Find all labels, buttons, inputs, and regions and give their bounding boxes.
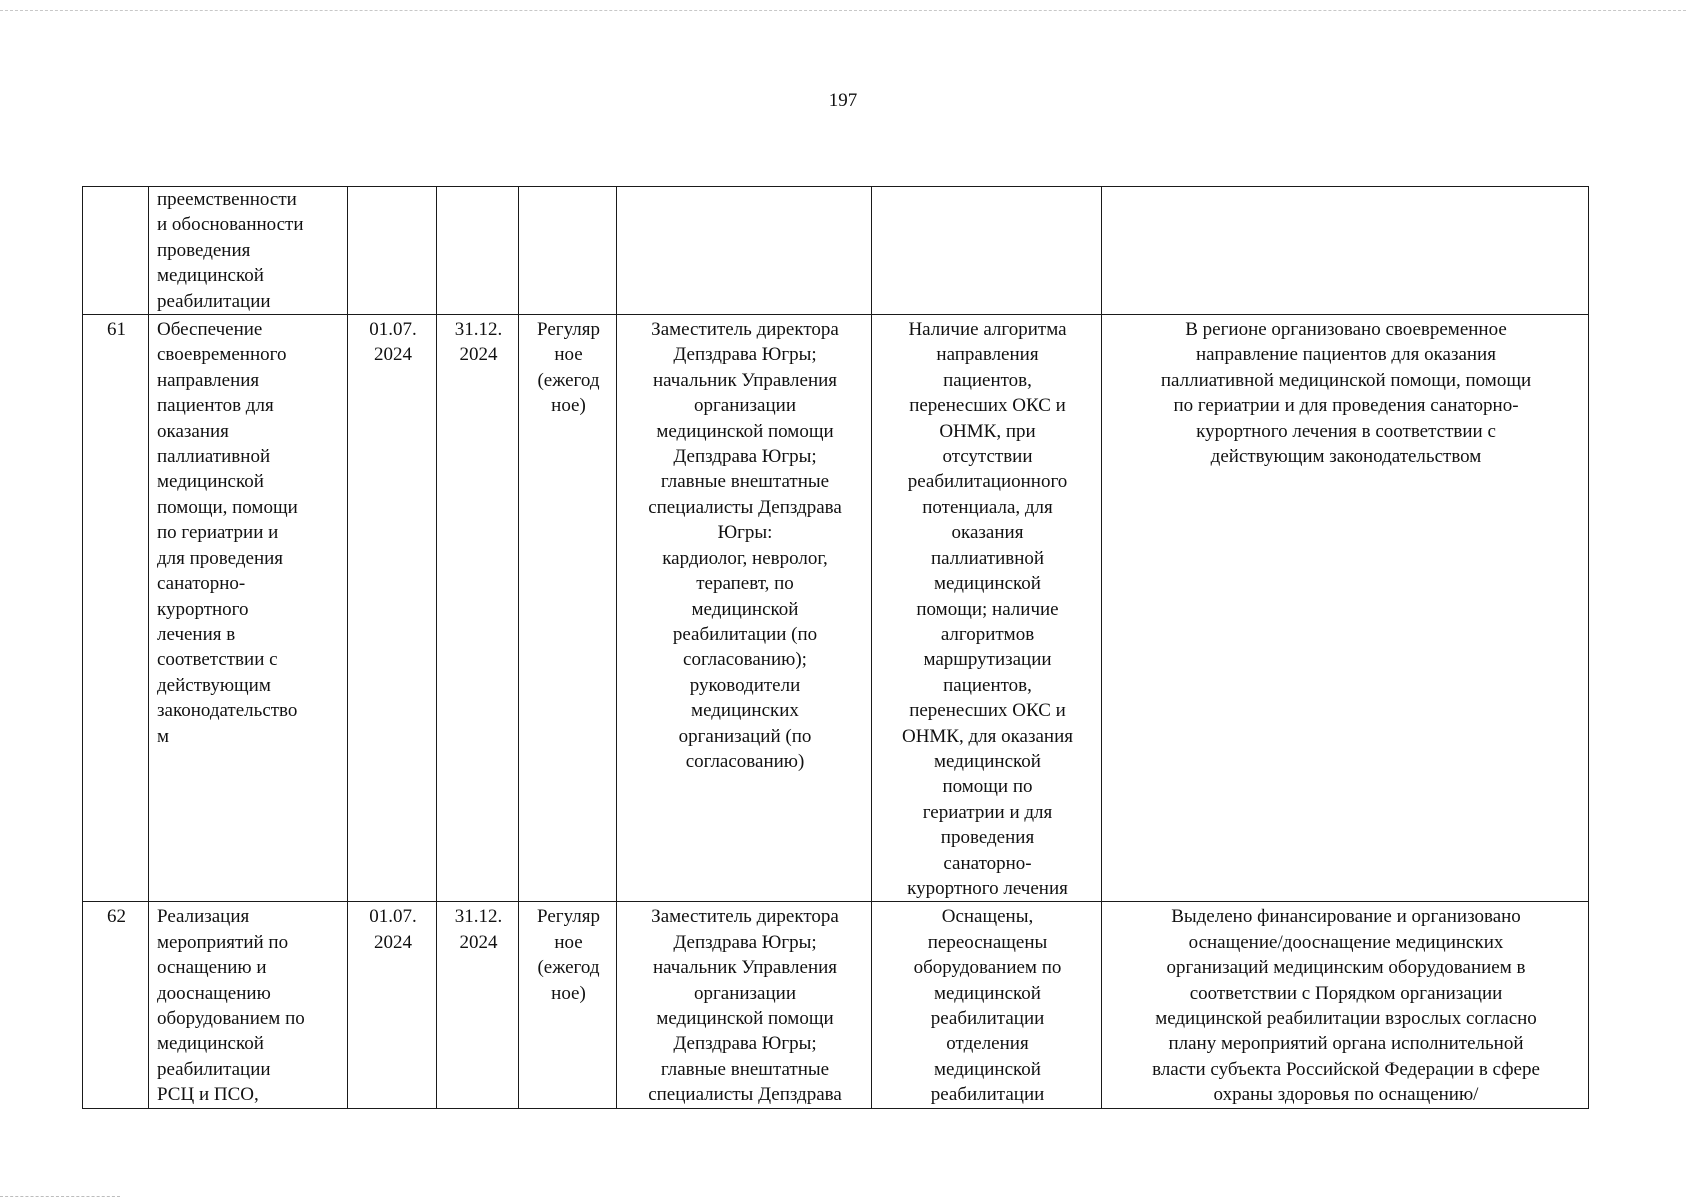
- cell-text-line: направления: [157, 369, 260, 391]
- cell-text-line: 2024: [374, 344, 412, 366]
- cell-text-line: ОНМК, для оказания: [901, 725, 1074, 747]
- cell-text-line: помощи по: [942, 776, 1033, 798]
- cell-text-line: потенциала, для: [922, 496, 1053, 518]
- cell-text-line: Обеспечение: [157, 319, 263, 341]
- table-row-continuation: [83, 187, 1589, 315]
- cell-responsible: [617, 187, 872, 315]
- cell-text-line: кардиолог, невролог,: [662, 547, 828, 569]
- cell-text-line: медицинской реабилитации взрослых согласно: [1155, 1008, 1537, 1029]
- cell-text-line: законодательство: [157, 700, 298, 722]
- cell-text-line: Депздрава Югры;: [673, 344, 817, 366]
- table-row-61: [83, 315, 1589, 902]
- cell-text-line: медицинской: [934, 750, 1041, 772]
- cell-text-line: маршрутизации: [923, 649, 1052, 671]
- cell-text-line: 2024: [459, 344, 498, 366]
- cell-text-line: начальник Управления: [652, 957, 838, 979]
- cell-activity-name: [149, 315, 348, 902]
- cell-text-line: оборудованием по: [157, 1008, 305, 1029]
- cell-text-line: 2024: [459, 931, 498, 953]
- cell-text-line: дооснащению: [157, 982, 271, 1004]
- cell-text-line: Оснащены,: [941, 906, 1034, 928]
- cell-text-line: Регуляр: [537, 319, 600, 341]
- cell-text-line: отделения: [946, 1033, 1029, 1055]
- cell-text-line: действующим законодательством: [1210, 446, 1482, 468]
- cell-periodicity: [519, 902, 617, 1108]
- cell-text-line: медицинской: [157, 1033, 264, 1055]
- cell-text-line: плану мероприятий органа исполнительной: [1168, 1033, 1524, 1055]
- table-row-62: [83, 902, 1589, 1108]
- cell-text-line: оборудованием по: [913, 957, 1062, 979]
- cell-end-date: [437, 315, 519, 902]
- cell-text-line: паллиативной: [157, 446, 271, 468]
- cell-text-line: лечения в: [157, 623, 236, 645]
- cell-text-line: согласованию);: [683, 649, 807, 671]
- cell-text-line: своевременного: [157, 344, 287, 366]
- cell-text-line: власти субъекта Российской Федерации в сфере: [1152, 1058, 1540, 1080]
- cell-indicator: [872, 902, 1102, 1108]
- cell-text-line: (ежегод: [537, 369, 600, 391]
- cell-text-line: Выделено финансирование и организовано: [1171, 906, 1521, 928]
- cell-text-line: Заместитель директора: [651, 319, 839, 341]
- cell-text-line: медицинской: [157, 265, 264, 287]
- cell-text-line: по гериатрии и: [157, 522, 279, 544]
- cell-text-line: Югры:: [717, 522, 773, 544]
- scan-edge-top: [0, 10, 1686, 11]
- cell-text-line: переоснащены: [927, 931, 1048, 953]
- cell-text-line: медицинских: [691, 700, 799, 722]
- cell-text-line: оснащение/дооснащение медицинских: [1188, 931, 1504, 953]
- cell-text-line: согласованию): [685, 750, 805, 772]
- cell-text-line: РСЦ и ПСО,: [157, 1084, 259, 1106]
- cell-text-line: медицинской: [934, 1058, 1041, 1080]
- cell-activity-name: [149, 902, 348, 1108]
- cell-text-line: преемственности: [157, 189, 297, 210]
- cell-text-line: ное): [551, 982, 586, 1004]
- cell-text-line: ное): [551, 395, 586, 417]
- cell-text-line: ное: [554, 931, 583, 953]
- cell-text-line: медицинской: [691, 598, 799, 620]
- cell-text-line: главные внештатные: [660, 471, 830, 493]
- cell-text-line: организаций (по: [678, 725, 812, 747]
- plan-table: [82, 186, 1589, 1109]
- cell-periodicity: [519, 315, 617, 902]
- cell-text-line: 31.12.: [454, 906, 503, 928]
- cell-text-line: организации: [693, 982, 796, 1004]
- cell-text-line: (ежегод: [537, 957, 600, 979]
- cell-text-line: Наличие алгоритма: [908, 319, 1067, 341]
- cell-text-line: курортного: [157, 598, 249, 620]
- cell-text-line: 01.07.: [369, 906, 417, 928]
- cell-text-line: медицинской помощи: [656, 1008, 834, 1029]
- cell-end-date: [437, 902, 519, 1108]
- cell-text-line: соответствии с: [157, 649, 278, 671]
- page-number: 197: [828, 90, 858, 111]
- cell-text-line: паллиативной: [930, 547, 1045, 569]
- cell-text-line: В регионе организовано своевременное: [1185, 319, 1507, 341]
- cell-text-line: направление пациентов для оказания: [1196, 344, 1496, 366]
- cell-end-date: [437, 187, 519, 315]
- cell-indicator: [872, 315, 1102, 902]
- cell-text-line: главные внештатные: [660, 1058, 830, 1080]
- cell-text-line: медицинской: [157, 471, 264, 493]
- cell-text-line: по гериатрии и для проведения санаторно-: [1173, 395, 1519, 417]
- cell-start-date: [348, 315, 437, 902]
- cell-text-line: помощи; наличие: [916, 598, 1059, 620]
- cell-number: [83, 187, 149, 315]
- cell-result: [1102, 187, 1589, 315]
- cell-text-line: алгоритмов: [940, 623, 1035, 645]
- cell-text-line: реабилитации: [157, 1058, 271, 1080]
- cell-responsible: [617, 902, 872, 1108]
- cell-text-line: пациентов,: [943, 674, 1032, 696]
- cell-indicator: [872, 187, 1102, 315]
- cell-text-line: ОНМК, при: [939, 420, 1036, 442]
- scan-edge-bottom: [0, 1196, 120, 1197]
- cell-text-line: Реализация: [157, 906, 250, 928]
- cell-text-line: проведения: [157, 239, 251, 261]
- cell-text-line: реабилитации: [930, 1008, 1045, 1029]
- cell-text-line: отсутствии: [942, 446, 1033, 468]
- cell-number: 62: [83, 902, 149, 1108]
- cell-text-line: медицинской: [934, 573, 1041, 595]
- cell-text-line: перенесших ОКС и: [909, 700, 1066, 722]
- cell-text-line: соответствии с Порядком организации: [1189, 982, 1503, 1004]
- cell-text-line: курортного лечения в соответствии с: [1196, 420, 1496, 442]
- cell-text-line: м: [157, 725, 170, 747]
- cell-text-line: пациентов для: [157, 395, 274, 417]
- cell-text-line: Депздрава Югры;: [673, 931, 817, 953]
- cell-text-line: курортного лечения: [907, 877, 1068, 899]
- cell-text-line: организаций медицинским оборудованием в: [1166, 957, 1526, 979]
- cell-text-line: реабилитации: [157, 290, 271, 312]
- cell-activity-name: [149, 187, 348, 315]
- cell-start-date: [348, 902, 437, 1108]
- cell-text-line: медицинской помощи: [656, 420, 834, 442]
- cell-text-line: гериатрии и для: [922, 801, 1053, 823]
- cell-text-line: Депздрава Югры;: [673, 1033, 817, 1055]
- cell-text-line: и обоснованности: [157, 214, 304, 236]
- cell-responsible: [617, 315, 872, 902]
- cell-text-line: оказания: [157, 420, 229, 442]
- cell-text-line: санаторно-: [943, 852, 1032, 874]
- cell-text-line: перенесших ОКС и: [909, 395, 1066, 417]
- cell-text-line: Заместитель директора: [651, 906, 839, 928]
- cell-periodicity: [519, 187, 617, 315]
- cell-text-line: Регуляр: [537, 906, 600, 928]
- cell-text-line: оснащению и: [157, 957, 267, 979]
- cell-text-line: помощи, помощи: [157, 496, 298, 518]
- cell-text-line: начальник Управления: [652, 369, 838, 391]
- cell-text-line: для проведения: [157, 547, 284, 569]
- cell-text-line: руководители: [689, 674, 801, 696]
- cell-text-line: специалисты Депздрава: [648, 1084, 842, 1106]
- cell-text-line: действующим: [157, 674, 271, 696]
- cell-text-line: организации: [693, 395, 796, 417]
- cell-text-line: реабилитации: [930, 1084, 1045, 1106]
- cell-start-date: [348, 187, 437, 315]
- cell-text-line: санаторно-: [157, 573, 246, 595]
- cell-text-line: направления: [936, 344, 1039, 366]
- cell-text-line: медицинской: [934, 982, 1041, 1004]
- cell-text-line: пациентов,: [943, 369, 1032, 391]
- cell-text-line: 31.12.: [454, 319, 503, 341]
- cell-text-line: ное: [554, 344, 583, 366]
- cell-result: [1102, 902, 1589, 1108]
- cell-number: 61: [83, 315, 149, 902]
- cell-text-line: специалисты Депздрава: [648, 496, 842, 518]
- cell-text-line: реабилитации (по: [672, 623, 818, 645]
- cell-text-line: охраны здоровья по оснащению/: [1213, 1084, 1479, 1106]
- cell-text-line: паллиативной медицинской помощи, помощи: [1160, 369, 1532, 391]
- cell-text-line: 01.07.: [369, 319, 417, 341]
- cell-result: [1102, 315, 1589, 902]
- cell-text-line: терапевт, по: [696, 573, 794, 595]
- cell-text-line: Депздрава Югры;: [673, 446, 817, 468]
- cell-text-line: проведения: [940, 827, 1035, 849]
- cell-text-line: 2024: [374, 931, 412, 953]
- cell-text-line: оказания: [951, 522, 1024, 544]
- cell-text-line: мероприятий по: [157, 931, 289, 953]
- cell-text-line: реабилитационного: [907, 471, 1068, 493]
